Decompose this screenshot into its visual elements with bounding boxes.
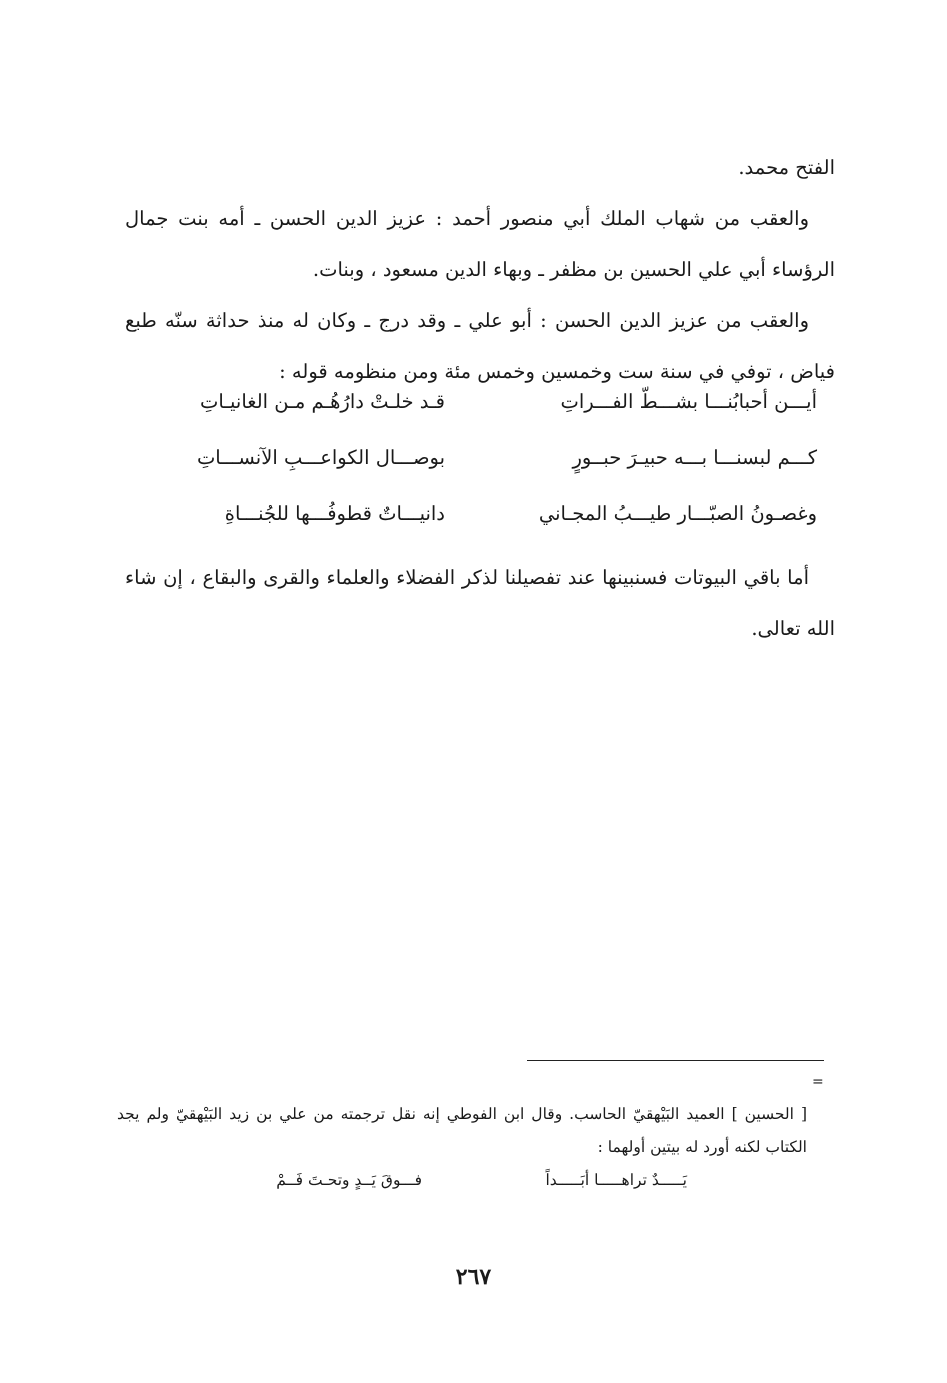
- paragraph-shihab-lineage: والعقب من شهاب الملك أبي منصور أحمد : عزيز الدين الحسن ـ أمه بنت جمال الرؤساء أبي علي الحسين بن مظفر ـ وبهاء الدين مسعود ، وبنات.: [125, 207, 835, 281]
- closing-text: [125, 552, 835, 654]
- verse-first-hemistich: كـــم لبسنـــا بـــه حبيـرَ حبــورٍ: [572, 446, 817, 469]
- footnote-continuation-mark: =: [812, 1074, 824, 1090]
- paragraph-aziz-lineage: والعقب من عزيز الدين الحسن : أبو علي ـ وقد درج ـ وكان له منذ حداثة سنّه طبع فياض ، توفي في سنة ست وخمسين وخمس مئة ومن منظومه قوله :: [125, 309, 835, 383]
- verse-second-hemistich: قـد خلـتْ دارُهُـم مـن الغانيـاتِ: [200, 390, 445, 413]
- verse-first-hemistich: أيـــن أحبابُنـــا بشـــطّ الفـــراتِ: [560, 390, 817, 413]
- footnote-verse: [117, 1164, 807, 1198]
- poem-verse: [125, 446, 835, 502]
- footnote-verse-first: يَـــــدٌ تراهـــــا أبَـــــداً: [545, 1171, 687, 1189]
- footnote-divider: [527, 1060, 824, 1061]
- poem-verse: [125, 390, 835, 446]
- footnote-text: [ الحسين ] العميد البَيْهقيّ الحاسب. وقال ابن الفوطي إنه نقل ترجمته من علي بن زيد البَيْهقيّ ولم يجد الكتاب لكنه أورد له بيتين أولهما :: [117, 1105, 807, 1156]
- footnote-verse-second: فـــوقَ يَــدٍ وتحـتَ فَــمْ: [276, 1171, 422, 1189]
- paragraph-opening: الفتح محمد.: [738, 156, 835, 179]
- poem-verse: [125, 502, 835, 558]
- verse-second-hemistich: بوصـــال الكواعـــبِ الآنســـاتِ: [196, 446, 445, 469]
- verse-first-hemistich: وغصـونُ الصبّـــار طيـــبُ المجـاني: [538, 502, 817, 525]
- page-number: ٢٦٧: [455, 1264, 492, 1290]
- paragraph-closing: أما باقي البيوتات فسنبينها عند تفصيلنا لذكر الفضلاء والعلماء والقرى والبقاع ، إن شاء الله تعالى.: [125, 566, 835, 640]
- main-text: [125, 142, 835, 397]
- verse-second-hemistich: دانيـــاتٌ قطوفُـــها للجُنـــاةِ: [224, 502, 445, 525]
- footnote: [117, 1098, 807, 1198]
- poem: [125, 390, 835, 558]
